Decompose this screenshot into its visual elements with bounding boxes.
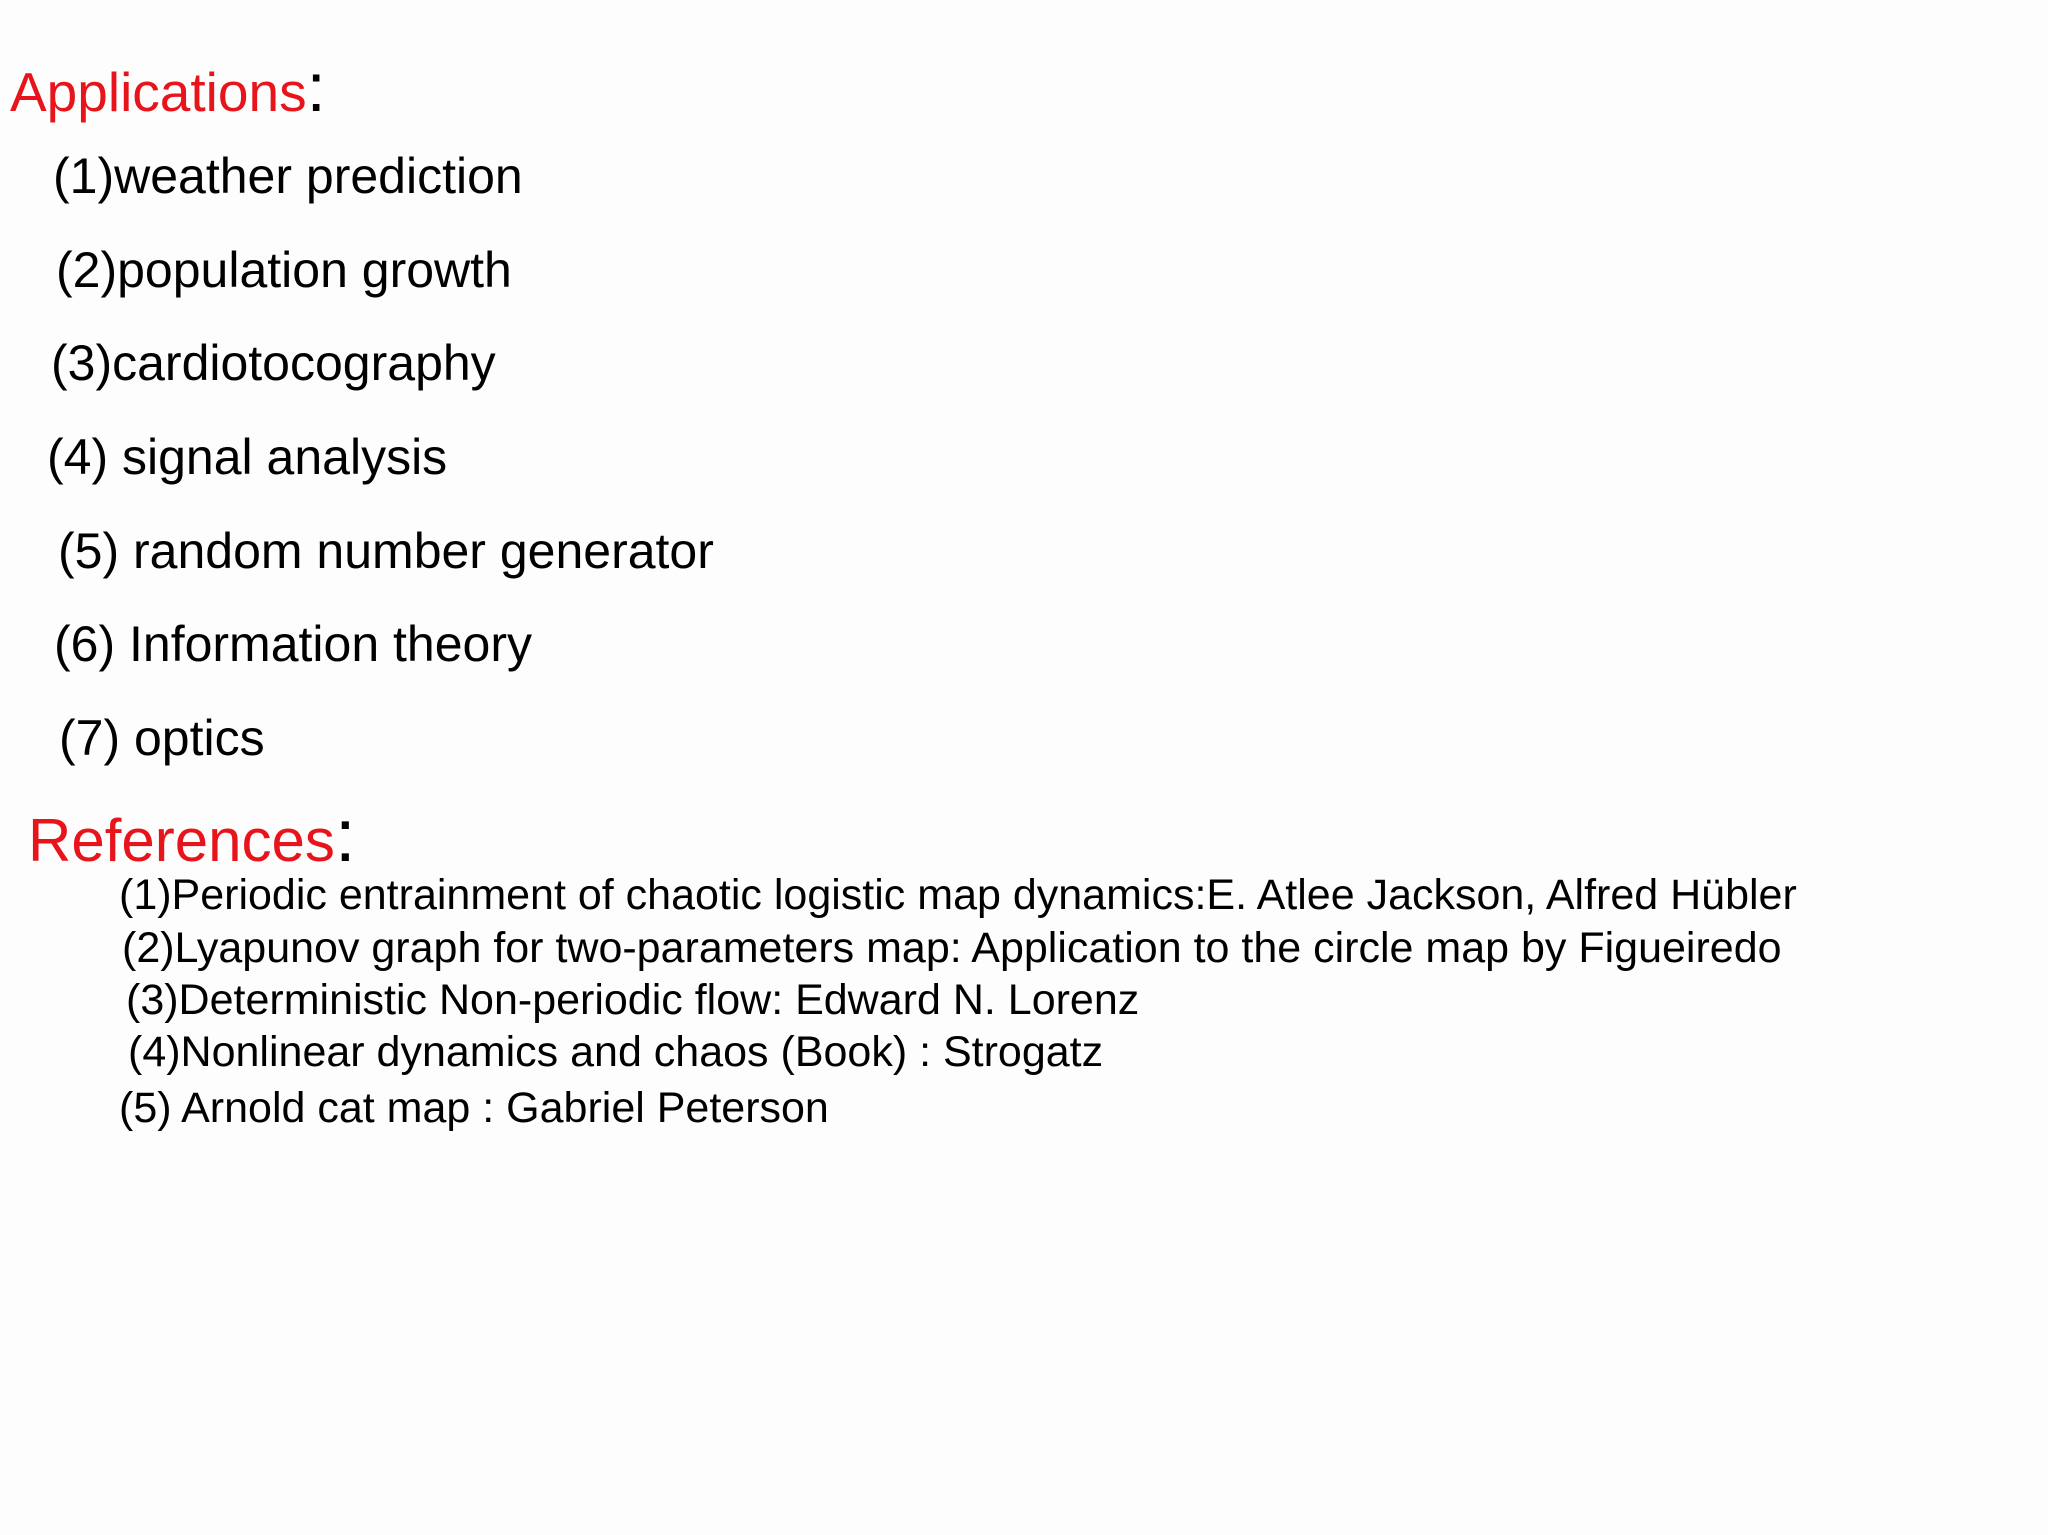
application-item: (2)population growth [56,242,512,298]
applications-heading-colon: : [306,49,326,126]
applications-heading [10,49,326,126]
applications-heading-text: Applications [10,61,307,123]
application-item: (6) Information theory [54,616,532,672]
reference-item: (4)Nonlinear dynamics and chaos (Book) : Strogatz [128,1028,1104,1076]
references-heading-text: References [28,807,335,874]
application-item: (1)weather prediction [53,148,523,204]
application-item: (4) signal analysis [47,429,448,485]
application-item: (5) random number generator [58,523,714,579]
reference-item: (1)Periodic entrainment of chaotic logistic map dynamics:E. Atlee Jackson, Alfred Hübler [119,871,1797,919]
reference-item: (3)Deterministic Non-periodic flow: Edward N. Lorenz [126,976,1140,1024]
reference-item: (5) Arnold cat map : Gabriel Peterson [119,1084,829,1132]
application-item: (7) optics [59,710,265,766]
application-item: (3)cardiotocography [51,335,496,391]
reference-item: (2)Lyapunov graph for two-parameters map: Application to the circle map by Figueiredo [122,924,1782,972]
references-heading-colon: : [334,793,356,877]
references-heading [28,793,356,877]
